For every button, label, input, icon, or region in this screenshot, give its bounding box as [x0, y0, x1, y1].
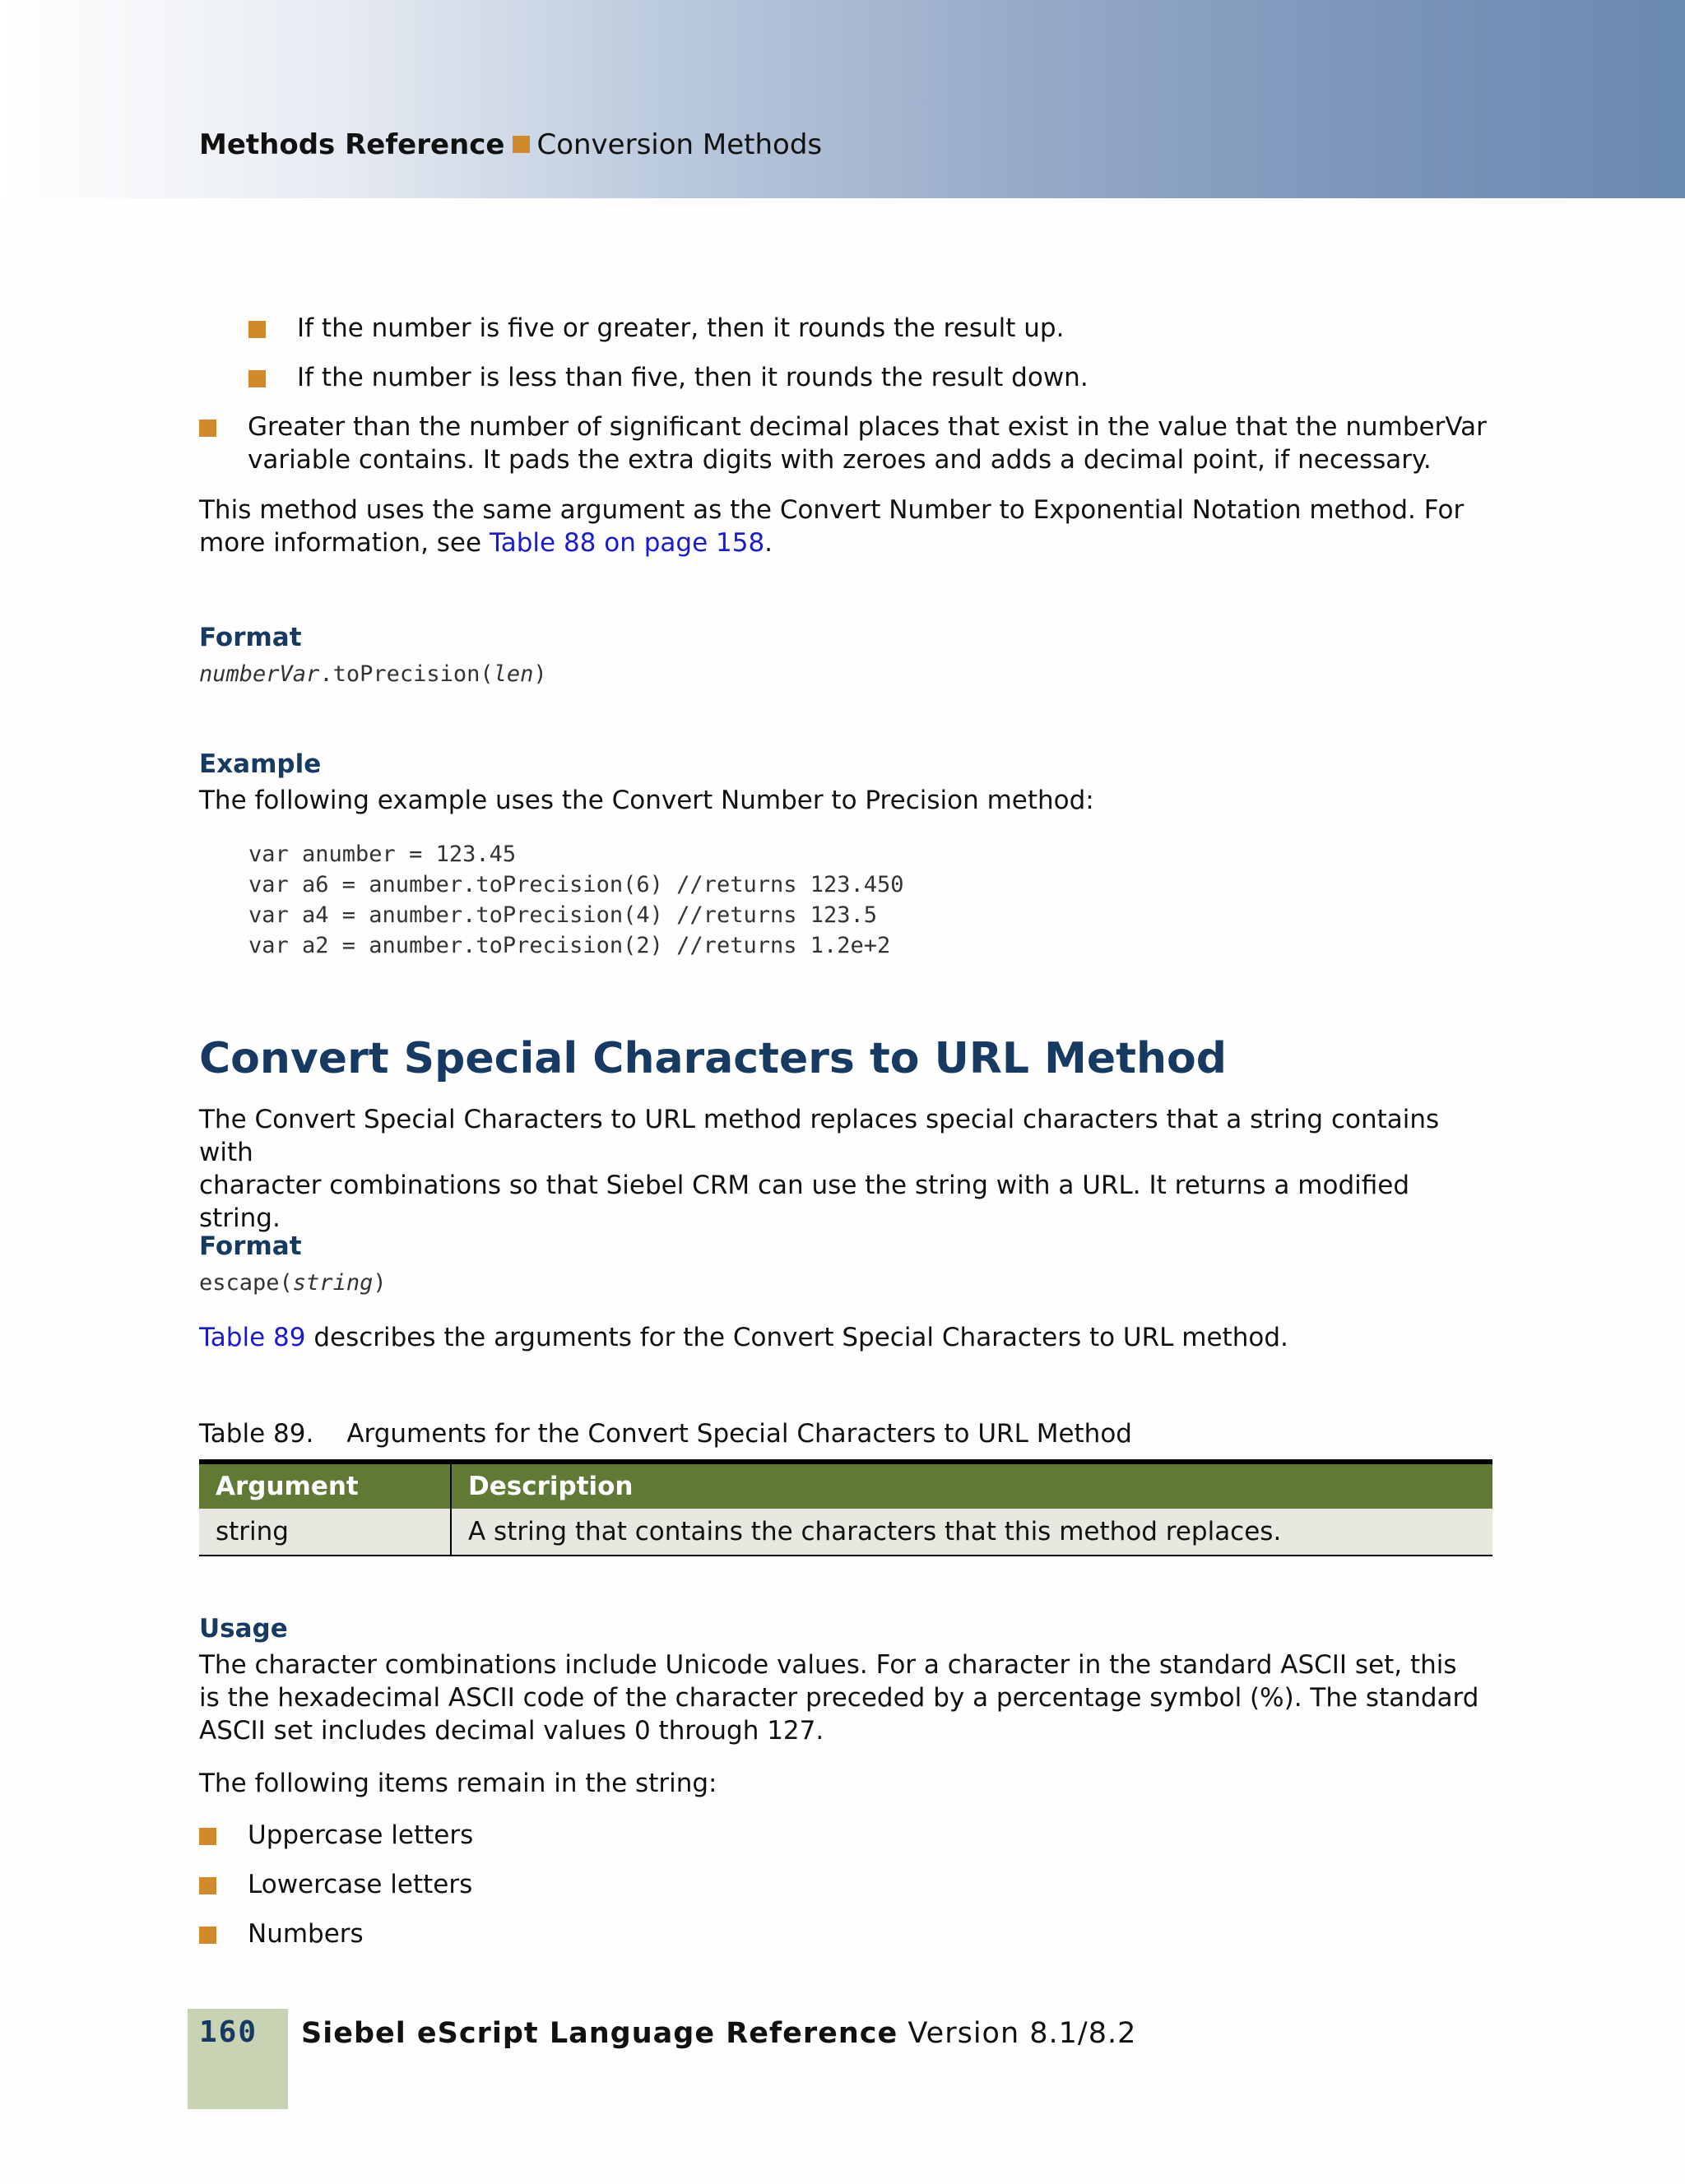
table-88-link[interactable]: Table 88 on page 158 [489, 528, 765, 558]
table-cell-argument: string [199, 1509, 451, 1556]
square-bullet-icon [248, 370, 266, 387]
sub-bullet-text: If the number is less than five, then it rounds the result down. [297, 363, 1089, 392]
square-bullet-icon [199, 1828, 216, 1845]
table-caption: Table 89. Arguments for the Convert Special Characters to URL Method [199, 1419, 1132, 1449]
section-title: Convert Special Characters to URL Method [199, 1034, 1227, 1083]
table-header-description: Description [451, 1462, 1492, 1509]
usage-paragraph: The character combinations include Unicode values. For a character in the standard ASCII set, this is the hexadecimal ASCII code of the character preceded by a percentage symbol (%). The standard ASCII set includes decimal values 0 through 127. [199, 1650, 1479, 1746]
running-head-chapter: Methods Reference [199, 128, 505, 161]
usage-heading: Usage [199, 1614, 288, 1644]
square-bullet-icon [199, 420, 216, 437]
code-line: var anumber = 123.45 [248, 842, 517, 867]
format-syntax: escape(string) [199, 1270, 387, 1296]
format-heading: Format [199, 1231, 302, 1261]
list-item: Numbers [199, 1917, 364, 1950]
footer-title [301, 2017, 1136, 2050]
running-head-section: Conversion Methods [536, 128, 823, 161]
page-number: 160 [199, 2015, 258, 2049]
book-title: Siebel eScript Language Reference [301, 2017, 898, 2050]
table-cell-description: A string that contains the characters that this method replaces. [451, 1509, 1492, 1556]
table-reference-paragraph: Table 89 describes the arguments for the Convert Special Characters to URL method. [199, 1323, 1288, 1352]
code-block [248, 839, 904, 961]
book-version: Version 8.1/8.2 [907, 2017, 1137, 2050]
example-heading: Example [199, 749, 322, 779]
square-bullet-icon [199, 1927, 216, 1944]
header-band [0, 0, 1685, 198]
square-bullet-icon [513, 136, 530, 153]
table-89-link[interactable]: Table 89 [199, 1323, 306, 1352]
code-line: var a4 = anumber.toPrecision(4) //returns 123.5 [248, 902, 878, 928]
code-line: var a6 = anumber.toPrecision(6) //returns 123.450 [248, 872, 904, 897]
list-item: Lowercase letters [199, 1868, 472, 1901]
sub-bullet-item [248, 312, 1064, 345]
arguments-table [199, 1459, 1492, 1556]
table-header-argument: Argument [199, 1462, 451, 1509]
square-bullet-icon [199, 1877, 216, 1894]
bullet-text: Greater than the number of significant decimal places that exist in the value that the numberVar variable contains. It pads the extra digits with zeroes and adds a decimal point, if necessary. [248, 412, 1487, 475]
table-row [199, 1509, 1492, 1556]
bullet-item [199, 410, 1487, 476]
section-description: The Convert Special Characters to URL method replaces special characters that a string contains with character combinations so that Siebel CRM can use the string with a URL. It returns a modified string. [199, 1105, 1440, 1233]
remain-intro: The following items remain in the string: [199, 1769, 717, 1798]
sub-bullet-text: If the number is five or greater, then it rounds the result up. [297, 313, 1065, 343]
list-item: Uppercase letters [199, 1819, 473, 1852]
example-intro: The following example uses the Convert Number to Precision method: [199, 786, 1094, 815]
format-heading: Format [199, 623, 302, 652]
code-line: var a2 = anumber.toPrecision(2) //returns 1.2e+2 [248, 933, 891, 958]
square-bullet-icon [248, 321, 266, 338]
intro-paragraph: This method uses the same argument as the Convert Number to Exponential Notation method. For more information, see Table 88 on page 158. [199, 495, 1465, 558]
running-head [199, 128, 822, 161]
format-syntax: numberVar.toPrecision(len) [199, 661, 547, 687]
sub-bullet-item [248, 361, 1089, 394]
arguments-table-wrap [199, 1459, 1492, 1556]
